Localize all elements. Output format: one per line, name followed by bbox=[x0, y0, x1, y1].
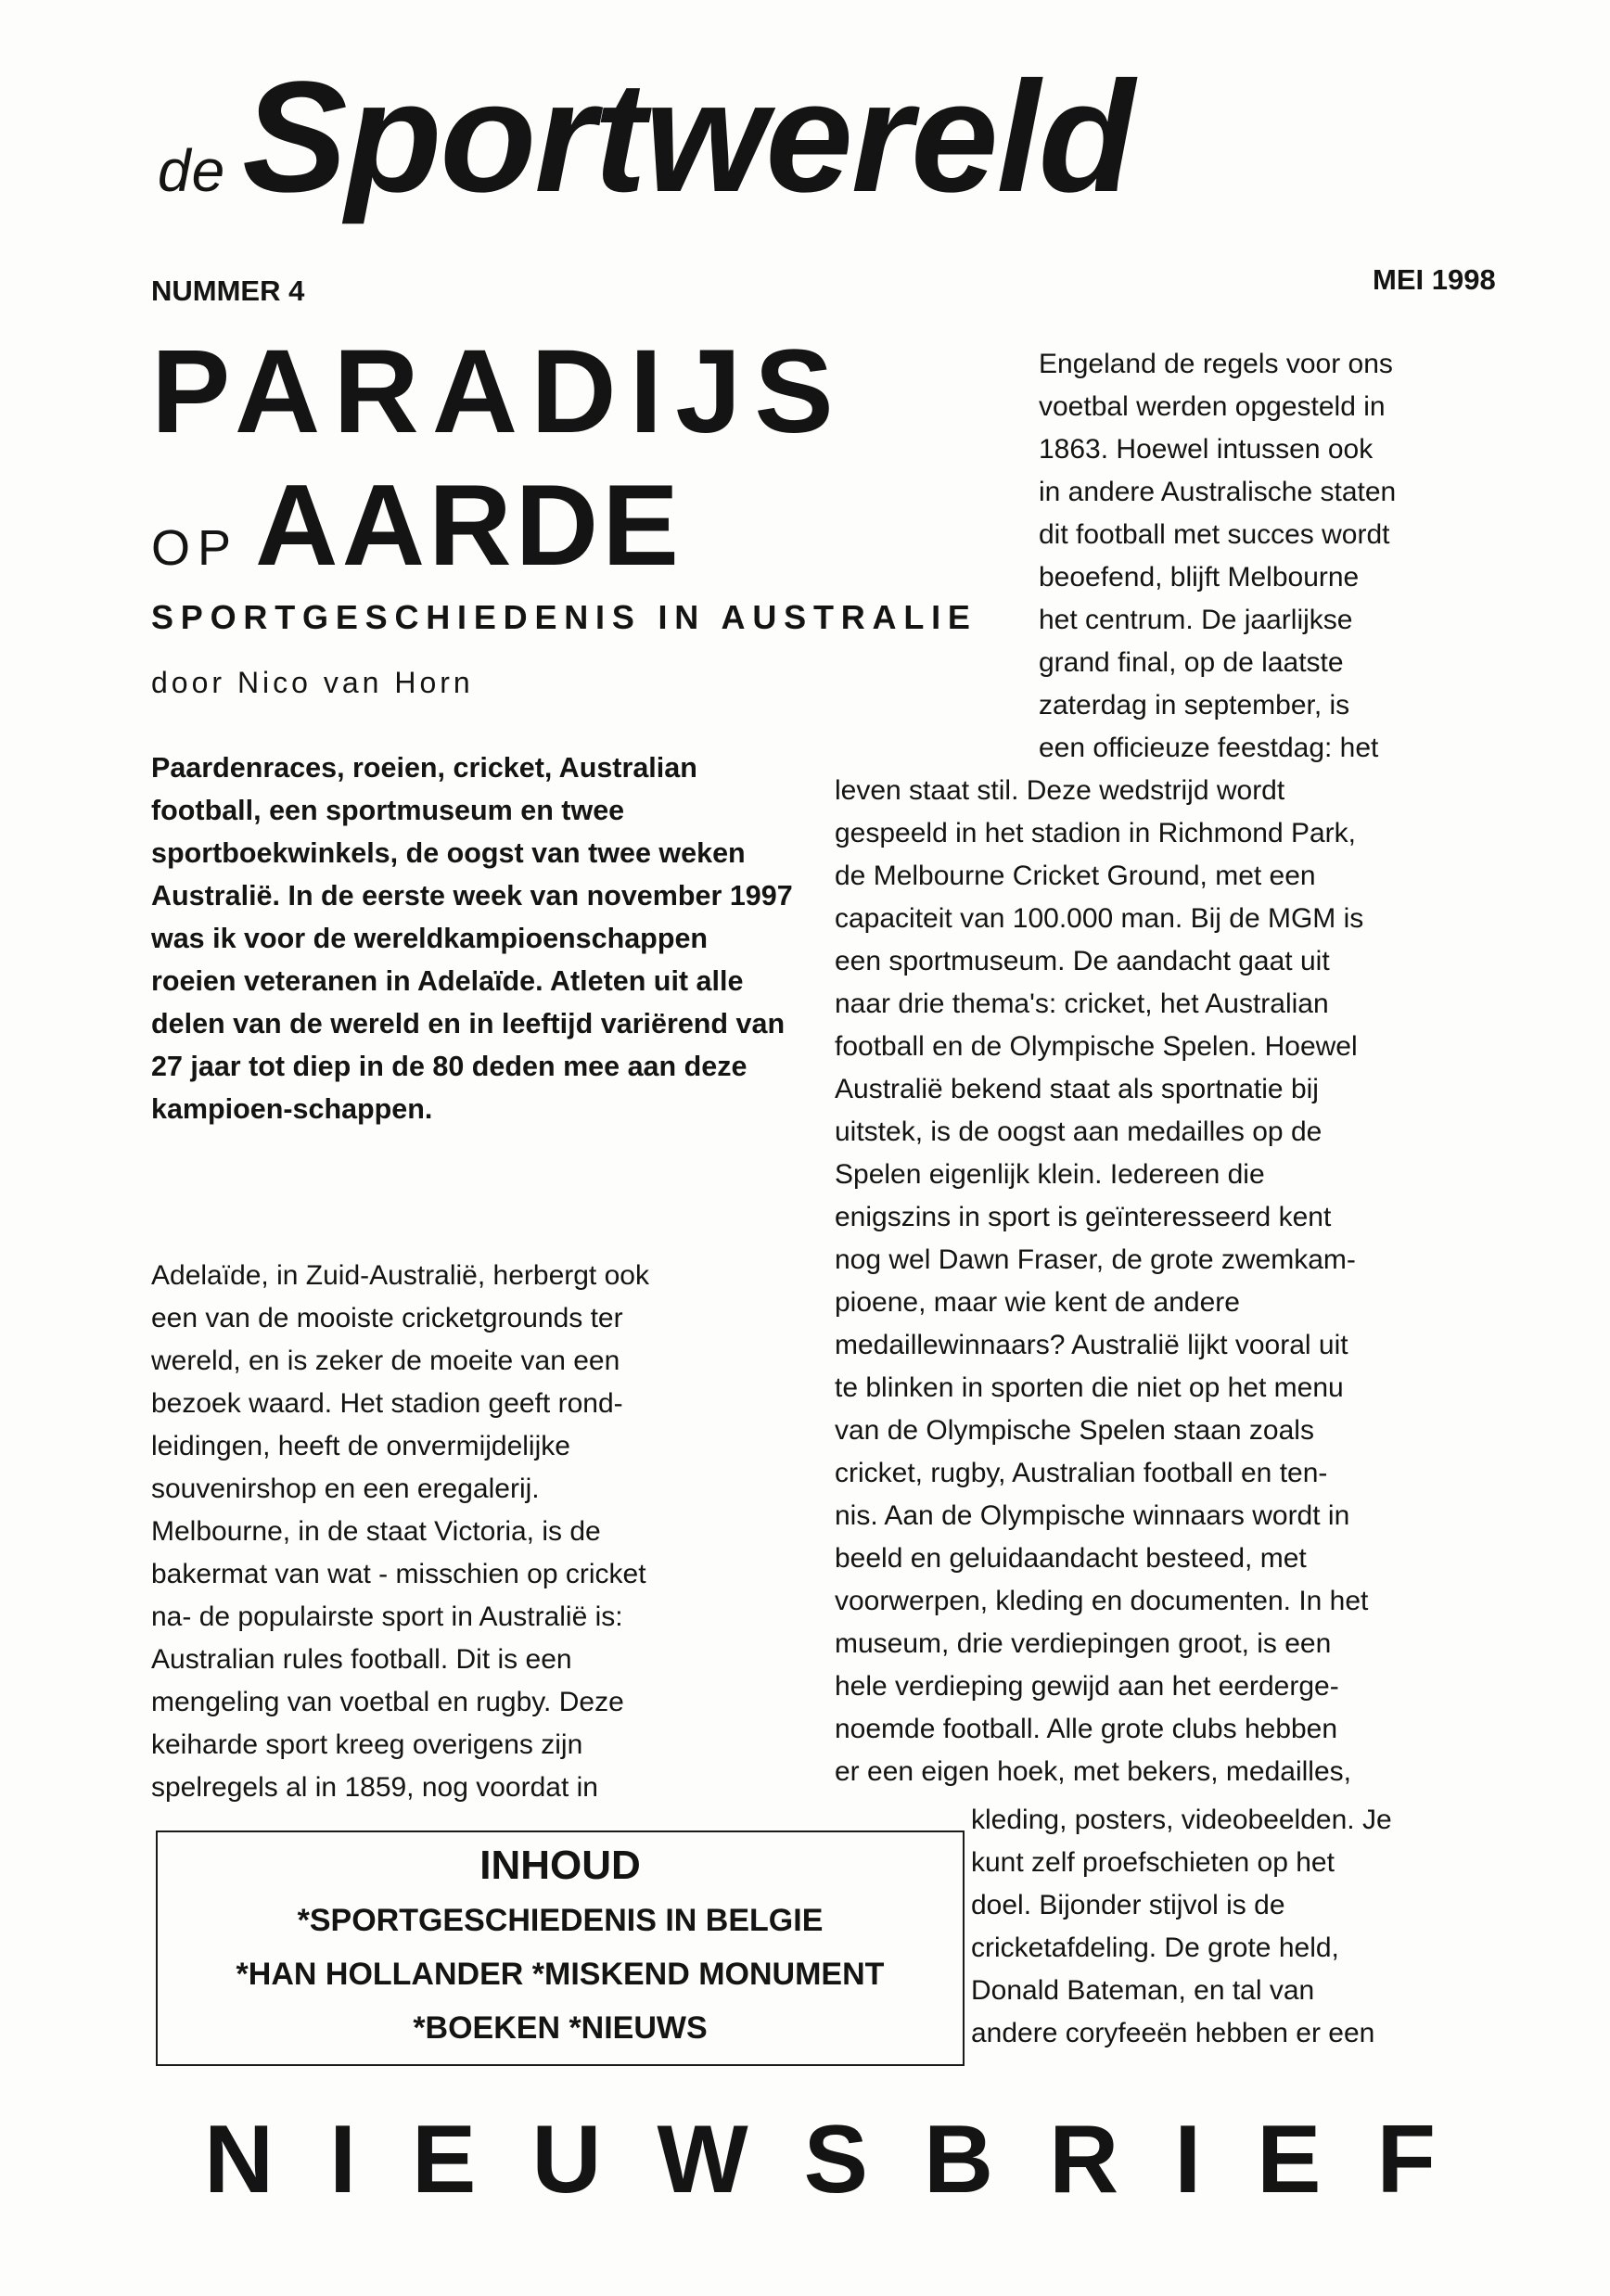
text-line: voetbal werden opgesteld in bbox=[1039, 391, 1386, 422]
masthead bbox=[158, 46, 1456, 232]
issue-date: MEI 1998 bbox=[1373, 263, 1496, 296]
text-line: beeld en geluidaandacht besteed, met bbox=[835, 1543, 1307, 1574]
text-line: noemde football. Alle grote clubs hebben bbox=[835, 1714, 1338, 1744]
contents-item: *HAN HOLLANDER *MISKEND MONUMENT bbox=[236, 1957, 885, 1992]
text-line: het centrum. De jaarlijkse bbox=[1039, 605, 1353, 635]
text-line: uitstek, is de oogst aan medailles op de bbox=[835, 1116, 1322, 1147]
text-line: capaciteit van 100.000 man. Bij de MGM is bbox=[835, 903, 1364, 934]
text-line: souvenirshop en een eregalerij. bbox=[151, 1473, 540, 1504]
text-line: leidingen, heeft de onvermijdelijke bbox=[151, 1431, 570, 1461]
footer-title: NIEUWSBRIEF bbox=[204, 2106, 1491, 2213]
text-line: naar drie thema's: cricket, het Australian bbox=[835, 989, 1329, 1019]
text-line: van de Olympische Spelen staan zoals bbox=[835, 1415, 1314, 1446]
text-line: zaterdag in september, is bbox=[1039, 690, 1350, 721]
text-line: Australië bekend staat als sportnatie bij bbox=[835, 1074, 1319, 1104]
text-line: een van de mooiste cricketgrounds ter bbox=[151, 1303, 623, 1333]
text-line: wereld, en is zeker de moeite van een bbox=[151, 1346, 620, 1376]
text-line: kleding, posters, videobeelden. Je bbox=[971, 1805, 1392, 1835]
left-column bbox=[151, 1255, 649, 1809]
contents-item: *BOEKEN *NIEUWS bbox=[413, 2010, 708, 2046]
headline-aarde: AARDE bbox=[255, 462, 683, 590]
headline-line2 bbox=[151, 462, 683, 612]
text-line: medaillewinnaars? Australië lijkt vooral uit bbox=[835, 1330, 1348, 1360]
text-line: beoefend, blijft Melbourne bbox=[1039, 562, 1360, 593]
headline-op: OP bbox=[151, 520, 239, 576]
text-line: Melbourne, in de staat Victoria, is de bbox=[151, 1516, 601, 1547]
masthead-title: Sportwereld bbox=[242, 49, 1133, 225]
text-line: cricketafdeling. De grote held, bbox=[971, 1932, 1339, 1963]
text-line: bezoek waard. Het stadion geeft rond- bbox=[151, 1388, 623, 1419]
right-column-top bbox=[1039, 343, 1396, 770]
text-line: bakermat van wat - misschien op cricket bbox=[151, 1559, 646, 1589]
byline: door Nico van Horn bbox=[151, 666, 474, 699]
text-line: Engeland de regels voor ons bbox=[1039, 349, 1393, 379]
text-line: leven staat stil. Deze wedstrijd wordt bbox=[835, 775, 1285, 806]
text-line: een sportmuseum. De aandacht gaat uit bbox=[835, 946, 1330, 976]
text-line: een officieuze feestdag: het bbox=[1039, 733, 1379, 763]
text-line: cricket, rugby, Australian football en ten- bbox=[835, 1458, 1328, 1488]
intro-paragraph: Paardenraces, roeien, cricket, Australian football, een sportmuseum en twee sportboekwinkels, de oogst van twee weken Australië. In de eerste week van november 1997 was ik voor de wereldkampioenschappen roeien veteranen in Adelaïde. Atleten uit alle delen van de wereld en in leeftijd variërend van 27 jaar tot diep in de 80 deden mee aan deze kampioen-schappen. bbox=[151, 752, 793, 1125]
text-line: Spelen eigenlijk klein. Iedereen die bbox=[835, 1159, 1265, 1190]
text-line: nog wel Dawn Fraser, de grote zwemkam- bbox=[835, 1244, 1356, 1275]
headline-line1: PARADIJS bbox=[151, 325, 847, 458]
text-line: Donald Bateman, en tal van bbox=[971, 1975, 1315, 2006]
text-line: Adelaïde, in Zuid-Australië, herbergt ook bbox=[151, 1260, 649, 1291]
text-line: gespeeld in het stadion in Richmond Park, bbox=[835, 818, 1357, 848]
text-line: voorwerpen, kleding en documenten. In het bbox=[835, 1586, 1369, 1616]
contents-item: *SPORTGESCHIEDENIS IN BELGIE bbox=[297, 1903, 824, 1938]
text-line: doel. Bijonder stijvol is de bbox=[971, 1890, 1285, 1920]
text-line: mengeling van voetbal en rugby. Deze bbox=[151, 1687, 624, 1717]
text-line: spelregels al in 1859, nog voordat in bbox=[151, 1772, 598, 1803]
text-line: keiharde sport kreeg overigens zijn bbox=[151, 1729, 583, 1760]
text-line: 1863. Hoewel intussen ook bbox=[1039, 434, 1374, 465]
text-line: football en de Olympische Spelen. Hoewel bbox=[835, 1031, 1358, 1062]
text-line: grand final, op de laatste bbox=[1039, 647, 1344, 678]
text-line: na- de populairste sport in Australië is: bbox=[151, 1601, 623, 1632]
text-line: enigszins in sport is geïnteresseerd kent bbox=[835, 1202, 1332, 1232]
text-line: pioene, maar wie kent de andere bbox=[835, 1287, 1240, 1318]
text-line: dit football met succes wordt bbox=[1039, 519, 1390, 550]
text-line: te blinken in sporten die niet op het menu bbox=[835, 1372, 1344, 1403]
text-line: er een eigen hoek, met bekers, medailles, bbox=[835, 1756, 1351, 1787]
contents-box bbox=[156, 1830, 965, 2066]
right-column-bottom bbox=[971, 1799, 1392, 2055]
contents-title: INHOUD bbox=[479, 1843, 641, 1888]
subtitle: SPORTGESCHIEDENIS IN AUSTRALIE bbox=[151, 598, 978, 636]
text-line: museum, drie verdiepingen groot, is een bbox=[835, 1628, 1332, 1659]
text-line: de Melbourne Cricket Ground, met een bbox=[835, 861, 1316, 891]
text-line: in andere Australische staten bbox=[1039, 477, 1397, 507]
text-line: hele verdieping gewijd aan het eerderge- bbox=[835, 1671, 1339, 1702]
issue-number: NUMMER 4 bbox=[151, 274, 305, 307]
text-line: nis. Aan de Olympische winnaars wordt in bbox=[835, 1500, 1350, 1531]
masthead-de: de bbox=[158, 137, 226, 204]
text-line: andere coryfeeën hebben er een bbox=[971, 2018, 1375, 2048]
right-column-mid bbox=[835, 770, 1368, 1793]
text-line: kunt zelf proefschieten op het bbox=[971, 1847, 1335, 1878]
text-line: Australian rules football. Dit is een bbox=[151, 1644, 572, 1675]
